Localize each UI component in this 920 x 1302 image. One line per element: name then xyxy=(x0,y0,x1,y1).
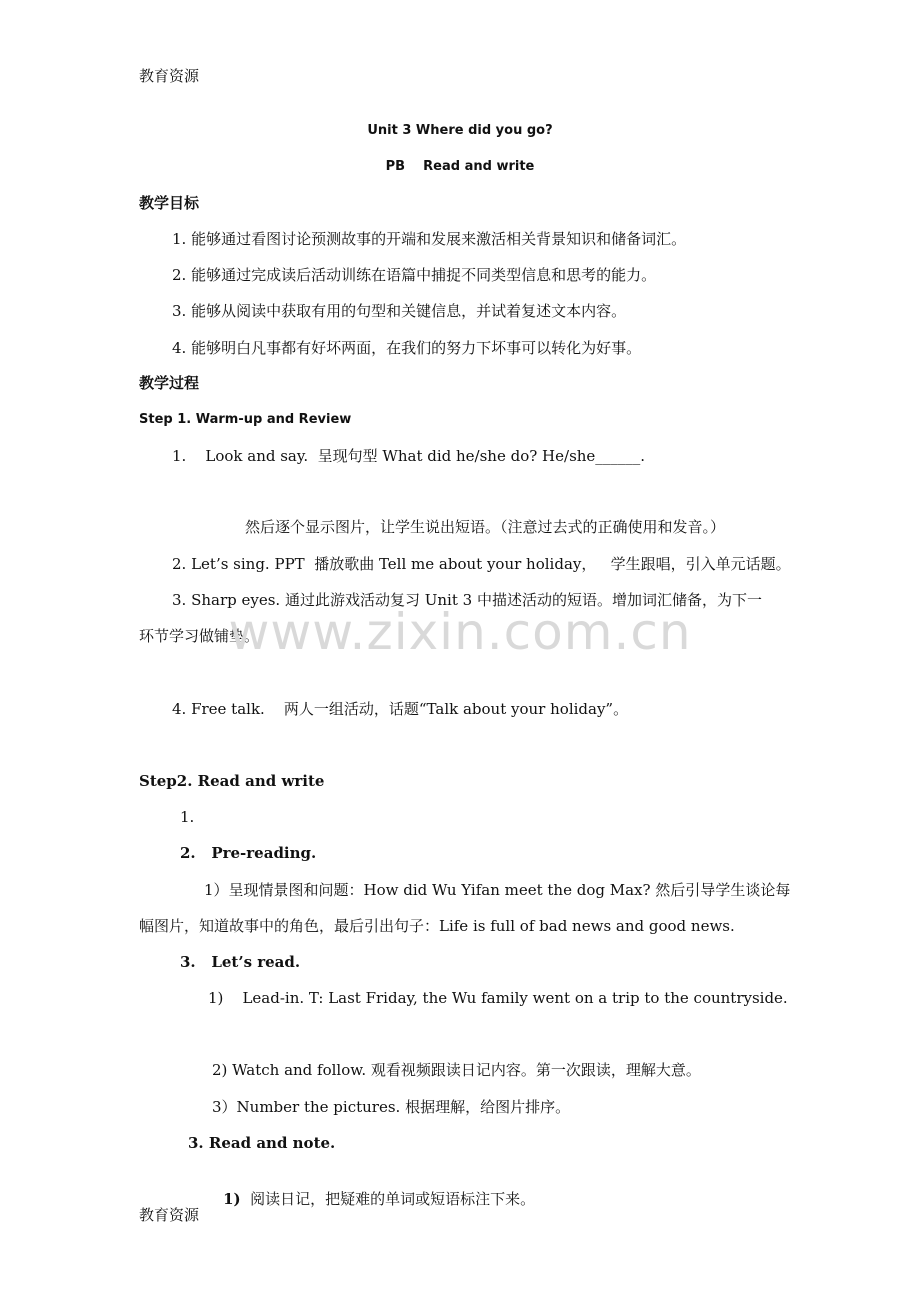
read-and-note-number: 1) xyxy=(223,1190,241,1208)
lets-read-item-3: 3）Number the pictures. 根据理解，给图片排序。 xyxy=(212,1098,571,1116)
page-footer: 教育资源 xyxy=(139,1206,200,1224)
page-header: 教育资源 xyxy=(139,67,200,85)
objective-item-1 xyxy=(172,229,686,249)
step1-item-3-continuation: 环节学习做铺垫。 xyxy=(139,627,260,645)
objective-text: 能够通过看图讨论预测故事的开端和发展来激活相关背景知识和储备词汇。 xyxy=(191,230,687,248)
objectives-heading: 教学目标 xyxy=(139,194,200,212)
step1-item-1-continuation: 然后逐个显示图片，让学生说出短语。（注意过去式的正确使用和发音。） xyxy=(245,518,726,536)
objective-item-4 xyxy=(172,338,641,358)
objective-text: 能够通过完成读后活动训练在语篇中捕捉不同类型信息和思考的能力。 xyxy=(191,266,657,284)
watermark: www.zixin.com.cn xyxy=(228,603,692,661)
objective-number: 4. xyxy=(172,339,187,357)
objective-number: 3. xyxy=(172,302,187,320)
pre-reading-item-1-continuation: 幅图片，知道故事中的角色，最后引出句子：Life is full of bad news and good news. xyxy=(139,917,735,935)
objective-number: 1. xyxy=(172,230,187,248)
read-and-note-text: 阅读日记，把疑难的单词或短语标注下来。 xyxy=(240,1190,536,1208)
step2-item-1: 1. xyxy=(180,808,195,826)
step1-item-3: 3. Sharp eyes. 通过此游戏活动复习 Unit 3 中描述活动的短语。增加词汇储备，为下一 xyxy=(172,591,762,609)
objective-item-3 xyxy=(172,301,626,321)
step2-heading: Step2. Read and write xyxy=(139,772,325,790)
document-subtitle: PB Read and write xyxy=(385,159,535,174)
objective-text: 能够明白凡事都有好坏两面，在我们的努力下坏事可以转化为好事。 xyxy=(191,339,642,357)
lets-read-item-1: 1) Lead-in. T: Last Friday, the Wu family went on a trip to the countryside. xyxy=(208,989,788,1007)
document-title: Unit 3 Where did you go? xyxy=(367,123,553,138)
read-and-note-heading: 3. Read and note. xyxy=(188,1134,336,1152)
step1-heading: Step 1. Warm-up and Review xyxy=(139,412,352,427)
step1-item-1: 1. Look and say. 呈现句型 What did he/she do? He/she______. xyxy=(172,447,646,465)
pre-reading-item-1: 1）呈现情景图和问题：How did Wu Yifan meet the dog Max? 然后引导学生谈论每 xyxy=(204,881,791,899)
read-and-note-item-1 xyxy=(204,1169,535,1229)
process-heading: 教学过程 xyxy=(139,374,200,392)
objective-number: 2. xyxy=(172,266,187,284)
step1-item-2: 2. Let’s sing. PPT 播放歌曲 Tell me about your holiday， 学生跟唱，引入单元话题。 xyxy=(172,555,791,573)
objective-text: 能够从阅读中获取有用的句型和关键信息，并试着复述文本内容。 xyxy=(191,302,627,320)
lets-read-item-2: 2) Watch and follow. 观看视频跟读日记内容。第一次跟读，理解大意。 xyxy=(212,1061,701,1079)
pre-reading-heading: 2. Pre-reading. xyxy=(180,844,317,862)
lets-read-heading: 3. Let’s read. xyxy=(180,953,301,971)
step1-item-4: 4. Free talk. 两人一组活动，话题“Talk about your holiday”。 xyxy=(172,700,629,718)
objective-item-2 xyxy=(172,265,656,285)
